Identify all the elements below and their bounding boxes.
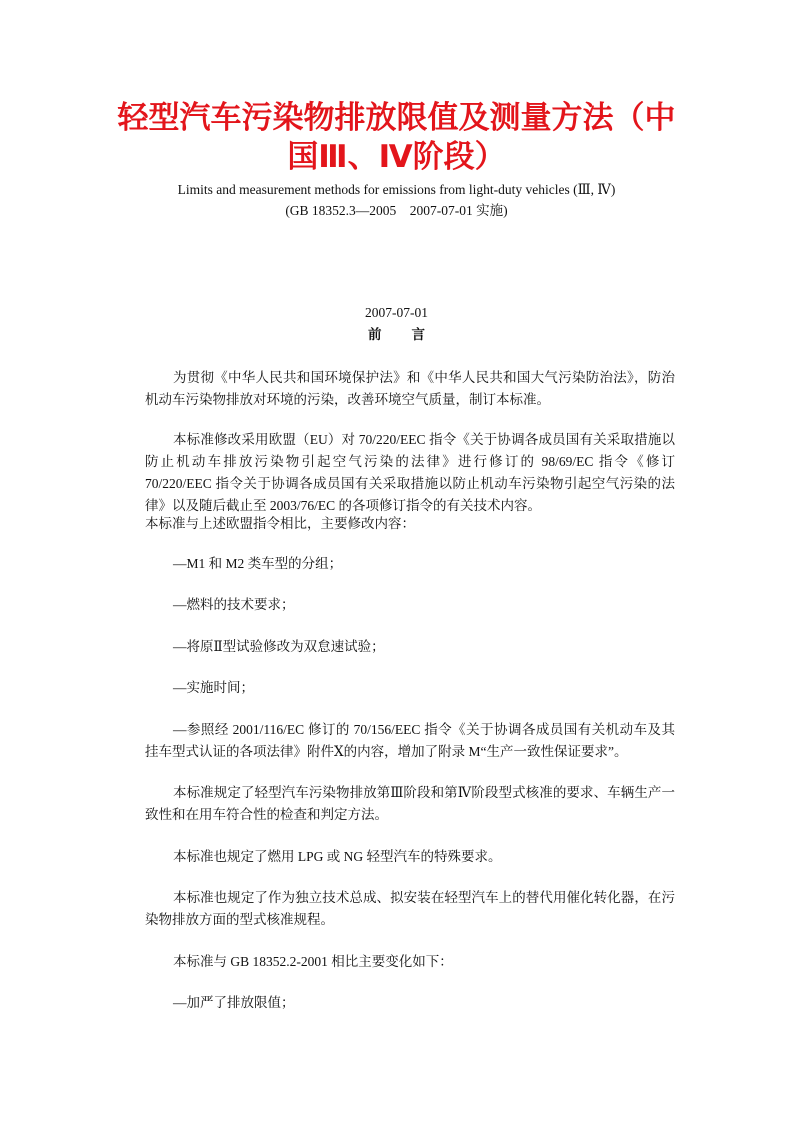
list-item-stricter-limits: —加严了排放限值； <box>173 995 295 1010</box>
list-item-idle-test: —将原Ⅱ型试验修改为双怠速试验； <box>173 639 385 654</box>
list-item-implementation-time: —实施时间； <box>173 680 254 695</box>
document-title-line-2: 国Ⅲ、Ⅳ阶段） <box>287 139 506 175</box>
standard-info: (GB 18352.3—2005 2007-07-01 实施) <box>285 203 508 218</box>
english-subtitle: Limits and measurement methods for emissions from light-duty vehicles (Ⅲ, Ⅳ) <box>177 182 616 197</box>
list-item-fuel: —燃料的技术要求； <box>173 597 295 612</box>
section-heading-foreword: 前言 <box>368 327 455 342</box>
list-item-m1-m2: —M1 和 M2 类车型的分组； <box>173 556 343 571</box>
document-title-line-1: 轻型汽车污染物排放限值及测量方法（中 <box>117 100 676 136</box>
list-item-annex-m: —参照经 2001/116/EC 修订的 70/156/EEC 指令《关于协调各成员国有关机动车及其挂车型式认证的各项法律》附件Ⅹ的内容，增加了附录 M“生产一致性保证要求”。 <box>145 722 675 759</box>
paragraph-catalytic-converter: 本标准也规定了作为独立技术总成、拟安装在轻型汽车上的替代用催化转化器，在污染物排放方面的型式核准规程。 <box>145 890 675 927</box>
paragraph-eu-basis: 本标准修改采用欧盟（EU）对 70/220/EEC 指令《关于协调各成员国有关采取措施以防止机动车排放污染物引起空气污染的法律》进行修订的 98/69/EC 指令《修订 70/220/EEC 指令关于协调各成员国有关采取措施以防止机动车污染物引起空气污染的法律》以及随后截止至 2003/76/EC 的各项修订指令的有关技术内容。 <box>145 432 675 513</box>
paragraph-modifications-intro: 本标准与上述欧盟指令相比，主要修改内容： <box>145 516 415 531</box>
paragraph-purpose: 为贯彻《中华人民共和国环境保护法》和《中华人民共和国大气污染防治法》，防治机动车污染物排放对环境的污染，改善环境空气质量，制订本标准。 <box>145 370 675 407</box>
paragraph-lpg-ng: 本标准也规定了燃用 LPG 或 NG 轻型汽车的特殊要求。 <box>173 849 502 864</box>
document-date: 2007-07-01 <box>365 305 428 320</box>
paragraph-changes-intro: 本标准与 GB 18352.2-2001 相比主要变化如下： <box>173 954 453 969</box>
paragraph-scope-stages: 本标准规定了轻型汽车污染物排放第Ⅲ阶段和第Ⅳ阶段型式核准的要求、车辆生产一致性和在用车符合性的检查和判定方法。 <box>145 785 675 822</box>
